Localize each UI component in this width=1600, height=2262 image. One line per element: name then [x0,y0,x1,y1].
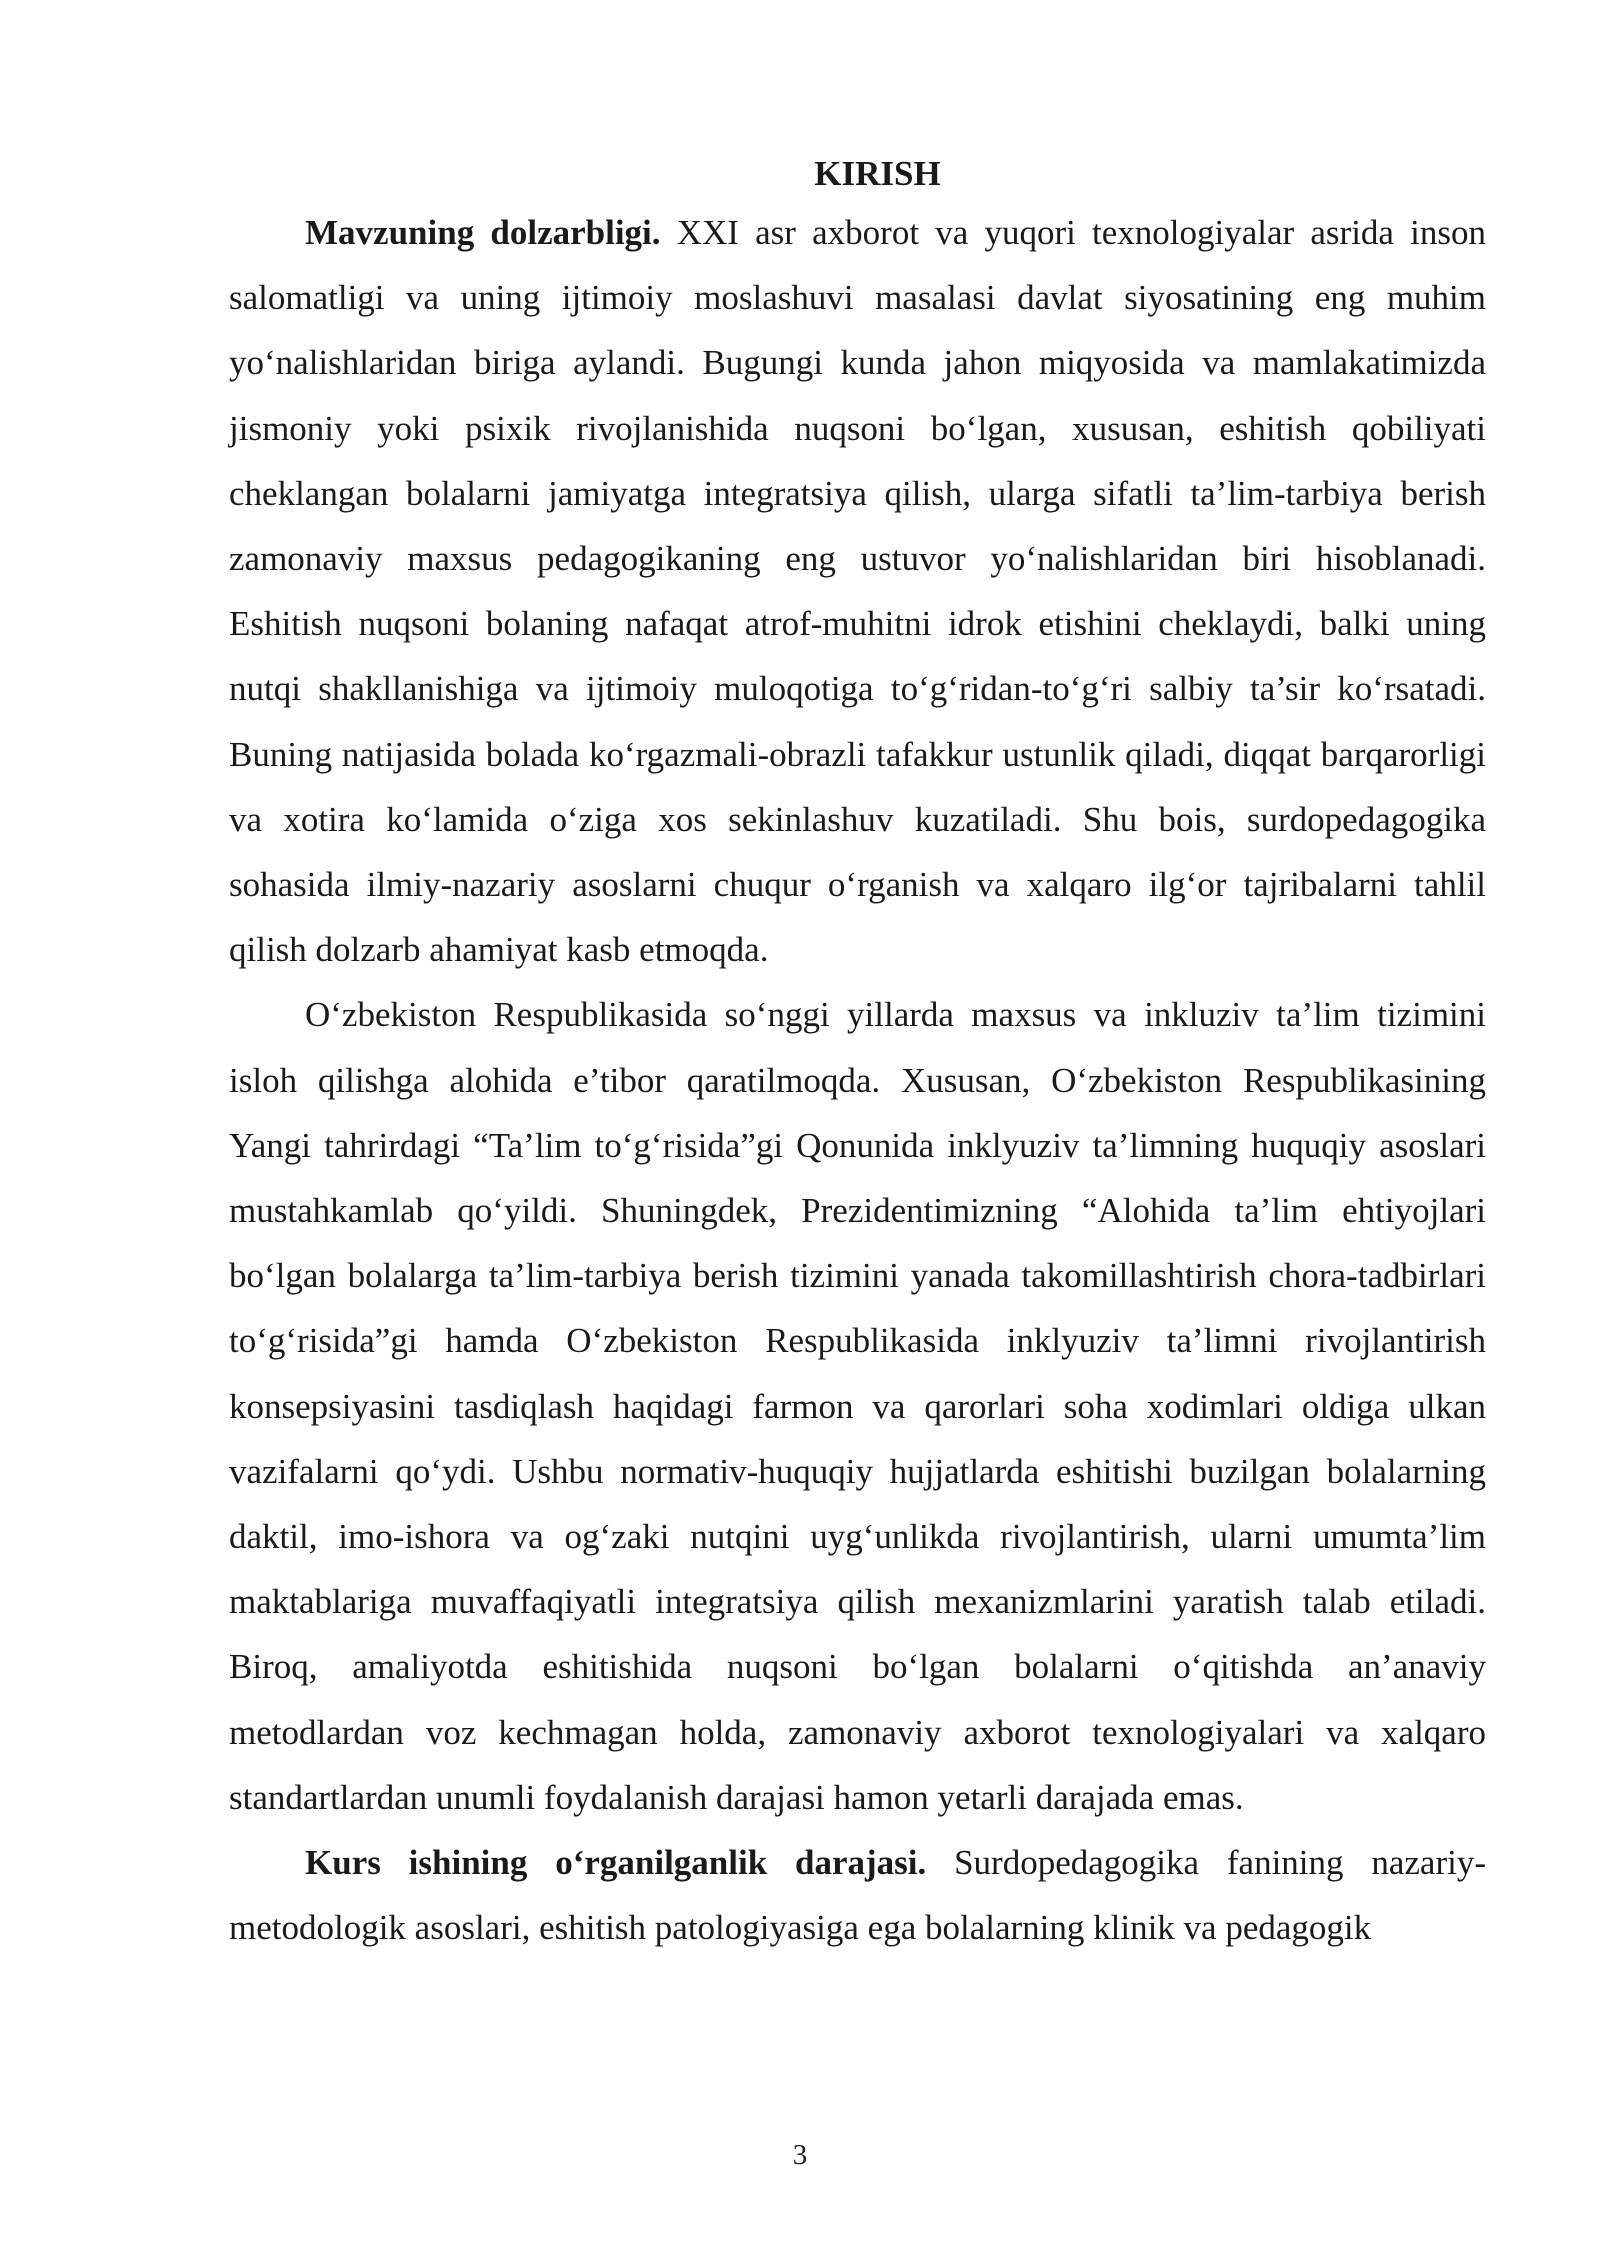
paragraph-lead: Mavzuning dolzarbligi. [305,213,661,252]
paragraph-relevance [229,200,1486,982]
page-number: 3 [792,2139,808,2171]
paragraph-lead: Kurs ishining o‘rganilganlik darajasi. [305,1843,927,1883]
page-content [229,148,1486,1960]
paragraph-text: O‘zbekiston Respublikasida so‘nggi yillarda maxsus va inkluziv ta’lim tizimini isloh qilishga alohida e’tibor qaratilmoqda. Xususan, O‘zbekiston Respublikasining Yangi tahrirdagi “Ta’lim to‘g‘risida”gi Qonunida inklyuziv ta’limning huquqiy asoslari mustahkamlab qo‘yildi. Shuningdek, Prezidentimizning “Alohida ta’lim ehtiyojlari bo‘lgan bolalarga ta’lim-tarbiya berish tizimini yanada takomillashtirish chora-tadbirlari to‘g‘risida”gi hamda O‘zbekiston Respublikasida inklyuziv ta’limni rivojlantirish konsepsiyasini tasdiqlash haqidagi farmon va qarorlari soha xodimlari oldiga ulkan vazifalarni qo‘ydi. Ushbu normativ-huquqiy hujjatlarda eshitishi buzilgan bolalarning daktil, imo-ishora va og‘zaki nutqini uyg‘unlikda rivojlantirish, ularni umumta’lim maktablariga muvaffaqiyatli integratsiya qilish mexanizmlarini yaratish talab etiladi. Biroq, amaliyotda eshitishida nuqsoni bo‘lgan bolalarni o‘qitishda an’anaviy metodlardan voz kechmagan holda, zamonaviy axborot texnologiyalari va xalqaro standartlardan unumli foydalanish darajasi hamon yetarli darajada emas. [229,995,1486,1817]
paragraph-text: XXI asr axborot va yuqori texnologiyalar asrida inson salomatligi va uning ijtimoiy moslashuvi masalasi davlat siyosatining eng muhim yo‘nalishlaridan biriga aylandi. Bugungi kunda jahon miqyosida va mamlakatimizda jismoniy yoki psixik rivojlanishida nuqsoni bo‘lgan, xususan, eshitish qobiliyati cheklangan bolalarni jamiyatga integratsiya qilish, ularga sifatli ta’lim-tarbiya berish zamonaviy maxsus pedagogikaning eng ustuvor yo‘nalishlaridan biri hisoblanadi. Eshitish nuqsoni bolaning nafaqat atrof-muhitni idrok etishini cheklaydi, balki uning nutqi shakllanishiga va ijtimoiy muloqotiga to‘g‘ridan-to‘g‘ri salbiy ta’sir ko‘rsatadi. Buning natijasida bolada ko‘rgazmali-obrazli tafakkur ustunlik qiladi, diqqat barqarorligi va xotira ko‘lamida o‘ziga xos sekinlashuv kuzatiladi. Shu bois, surdopedagogika sohasida ilmiy-nazariy asoslarni chuqur o‘rganish va xalqaro ilg‘or tajribalarni tahlil qilish dolzarb ahamiyat kasb etmoqda. [229,213,1486,970]
paragraph-study-level [229,1830,1486,1960]
section-title: KIRISH [814,154,941,193]
paragraph-text: Surdopedagogika fanining nazariy-metodologik asoslari, eshitish patologiyasiga ega bolalarning klinik va pedagogik [229,1843,1486,1948]
paragraph-legislation [229,982,1486,1830]
